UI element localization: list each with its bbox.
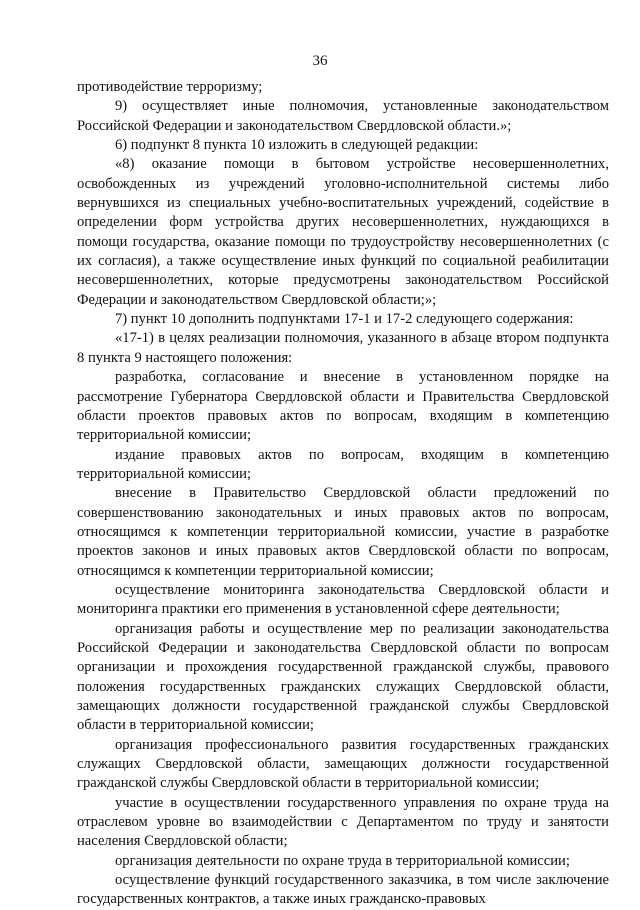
paragraph: 7) пункт 10 дополнить подпунктами 17-1 и 17-2 следующего содержания:: [115, 311, 574, 328]
paragraph: внесение в Правительство Свердловской области предложений по совершенствованию законодательных и иных правовых актов по вопросам, относящимся к компетенции территориальной комиссии, участие в разработке проектов законов и иных правовых актов Свердловской области по вопросам, относящимся к компетенции территориальной комиссии;: [77, 485, 609, 579]
paragraph: 6) подпункт 8 пункта 10 изложить в следующей редакции:: [115, 137, 479, 154]
paragraph: организация работы и осуществление мер по реализации законодательства Российской Федерации и законодательства Свердловской области по вопросам организации и прохождения государственной гражданской службы, правового положения государственных гражданских служащих Свердловской области, замещающих должности государственной гражданской службы Свердловской области в территориальной комиссии;: [77, 620, 609, 734]
document-body: [77, 78, 609, 910]
paragraph: осуществление мониторинга законодательства Свердловской области и мониторинга практики его применения в установленной сфере деятельности;: [77, 581, 609, 618]
paragraph: разработка, согласование и внесение в установленном порядке на рассмотрение Губернатора Свердловской области и Правительства Свердловской области проектов правовых актов по вопросам, входящим в компетенцию территориальной комиссии;: [77, 369, 609, 444]
page-number: 36: [312, 53, 328, 69]
paragraph: «17-1) в целях реализации полномочия, указанного в абзаце втором подпункта 8 пункта 9 настоящего положения:: [77, 330, 609, 366]
paragraph: издание правовых актов по вопросам, входящим в компетенцию территориальной комиссии;: [77, 446, 609, 482]
paragraph: 9) осуществляет иные полномочия, установленные законодательством Российской Федерации и законодательством Свердловской области.»;: [77, 98, 609, 134]
paragraph: осуществление функций государственного заказчика, в том числе заключение государственных контрактов, а также иных гражданско-правовых: [77, 872, 609, 908]
paragraph: организация деятельности по охране труда в территориальной комиссии;: [115, 852, 570, 869]
paragraph: организация профессионального развития государственных гражданских служащих Свердловской области, замещающих должности государственной гражданской службы Свердловской области в территориальной комиссии;: [77, 736, 609, 792]
paragraph: «8) оказание помощи в бытовом устройстве несовершеннолетних, освобожденных из учреждений уголовно-исполнительной системы либо вернувшихся из специальных учебно-воспитательных учреждений, содействие в определении форм устройства других несовершеннолетних, нуждающихся в помощи государства, оказание помощи по трудоустройству несовершеннолетних (с их согласия), а также осуществление иных функций по социальной реабилитации несовершеннолетних, которые предусмотрены законодательством Российской Федерации и законодательством Свердловской области;»;: [77, 156, 609, 308]
paragraph: участие в осуществлении государственного управления по охране труда на отраслевом уровне во взаимодействии с Департаментом по труду и занятости населения Свердловской области;: [77, 794, 609, 850]
paragraph-continuation: противодействие терроризму;: [77, 79, 263, 95]
